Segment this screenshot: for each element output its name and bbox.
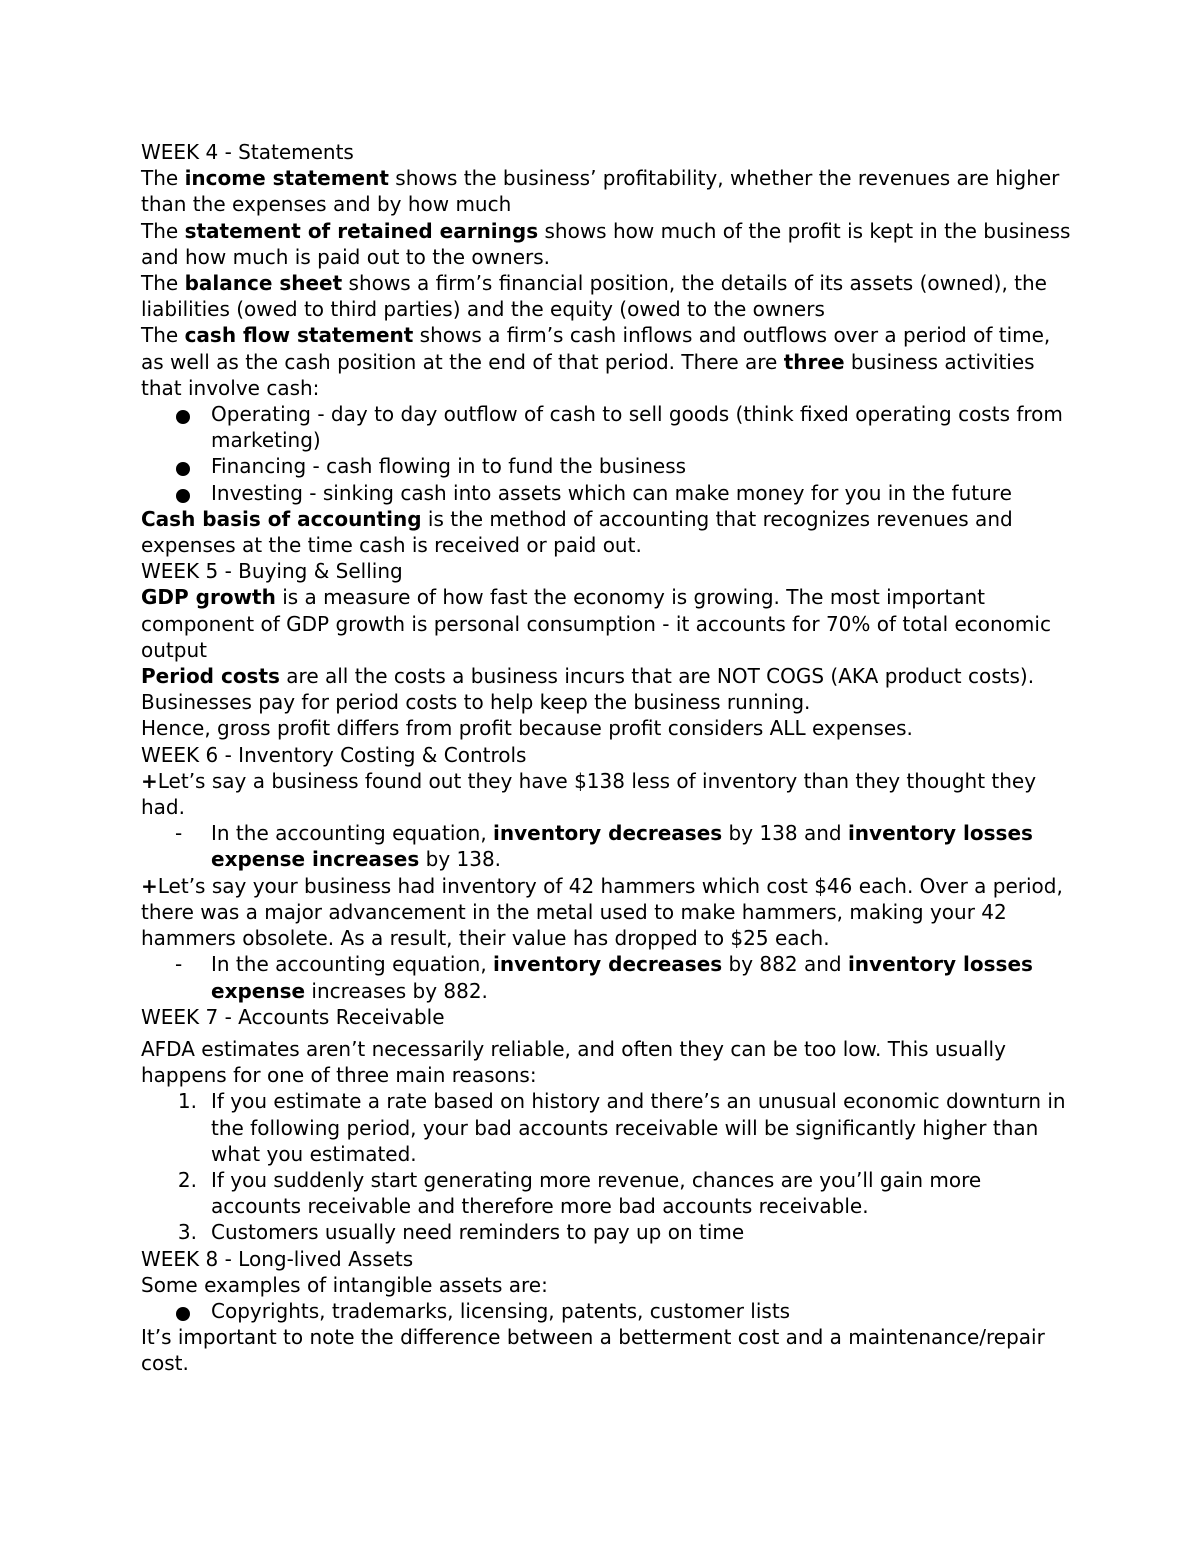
- dash-icon: -: [175, 952, 183, 977]
- afda-paragraph: AFDA estimates aren’t necessarily reliable, and often they can be too low. This usually happens for one of three main reasons:: [141, 1036, 1006, 1088]
- betterment-paragraph: It’s important to note the difference between a betterment cost and a maintenance/repair cost.: [141, 1325, 1045, 1376]
- list-item: 2. If you suddenly start generating more revenue, chances are you’ll gain more accounts receivable and therefore more bad accounts receivable.: [141, 1167, 1076, 1219]
- list-item: Operating - day to day outflow of cash to sell goods (think fixed operating costs from marketing): [141, 401, 1076, 453]
- week8-heading: WEEK 8 - Long-lived Assets: [141, 1246, 414, 1271]
- week7-heading: WEEK 7 - Accounts Receivable: [141, 1004, 445, 1029]
- cash-flow-paragraph: The cash flow statement shows a firm’s cash inflows and outflows over a period of time, as well as the cash position at the end of that period. There are three business activities that involve cash:: [141, 323, 1051, 400]
- list-item: Copyrights, trademarks, licensing, patents, customer lists: [141, 1298, 1076, 1324]
- intangible-assets-paragraph: Some examples of intangible assets are:: [141, 1272, 548, 1297]
- list-item: 3. Customers usually need reminders to pay up on time: [141, 1219, 1076, 1245]
- gdp-growth-paragraph: GDP growth is a measure of how fast the economy is growing. The most important component of GDP growth is personal consumption - it accounts for 70% of total economic output: [141, 585, 1051, 662]
- list-number: 3.: [177, 1220, 197, 1245]
- plus-icon: +: [141, 873, 158, 898]
- balance-sheet-paragraph: The balance sheet shows a firm’s financial position, the details of its assets (owned), the liabilities (owed to third parties) and the equity (owed to the owners: [141, 271, 1047, 322]
- bullet-icon: [176, 489, 190, 503]
- bullet-icon: [176, 410, 190, 424]
- bullet-icon: [176, 462, 190, 476]
- income-statement-paragraph: The income statement shows the business’ profitability, whether the revenues are higher than the expenses and by how much: [141, 166, 1060, 217]
- list-item: - In the accounting equation, inventory decreases by 138 and inventory losses expense increases by 138.: [175, 821, 1033, 872]
- period-costs-paragraph: Period costs are all the costs a business incurs that are NOT COGS (AKA product costs). Businesses pay for period costs to help keep the business running.: [141, 664, 1035, 715]
- list-number: 1.: [177, 1089, 197, 1114]
- list-item: 1. If you estimate a rate based on history and there’s an unusual economic downturn in the following period, your bad accounts receivable will be significantly higher than what you estimated.: [141, 1088, 1076, 1167]
- list-item: Financing - cash flowing in to fund the business: [141, 453, 1076, 479]
- dash-icon: -: [175, 821, 183, 846]
- list-item: Investing - sinking cash into assets which can make money for you in the future: [141, 480, 1076, 506]
- retained-earnings-paragraph: The statement of retained earnings shows how much of the profit is kept in the business and how much is paid out to the owners.: [141, 218, 1071, 269]
- week4-heading: WEEK 4 - Statements: [141, 140, 354, 164]
- list-number: 2.: [177, 1167, 197, 1192]
- gross-profit-paragraph: Hence, gross profit differs from profit because profit considers ALL expenses.: [141, 716, 913, 741]
- week5-heading: WEEK 5 - Buying & Selling: [141, 559, 403, 584]
- example-paragraph: +Let’s say your business had inventory of 42 hammers which cost $46 each. Over a period, there was a major advancement in the metal used to make hammers, making your 42 hammers obsolete. As a result, their value has dropped to $25 each.: [141, 873, 1063, 951]
- bullet-icon: [176, 1307, 190, 1321]
- example-paragraph: +Let’s say a business found out they have $138 less of inventory than they thought they had.: [141, 768, 1037, 820]
- document-page: [141, 139, 1076, 1377]
- plus-icon: +: [141, 768, 158, 793]
- cash-basis-paragraph: Cash basis of accounting is the method of accounting that recognizes revenues and expenses at the time cash is received or paid out.: [141, 506, 1013, 558]
- list-item: - In the accounting equation, inventory decreases by 882 and inventory losses expense increases by 882.: [175, 952, 1033, 1003]
- week6-heading: WEEK 6 - Inventory Costing & Controls: [141, 742, 527, 767]
